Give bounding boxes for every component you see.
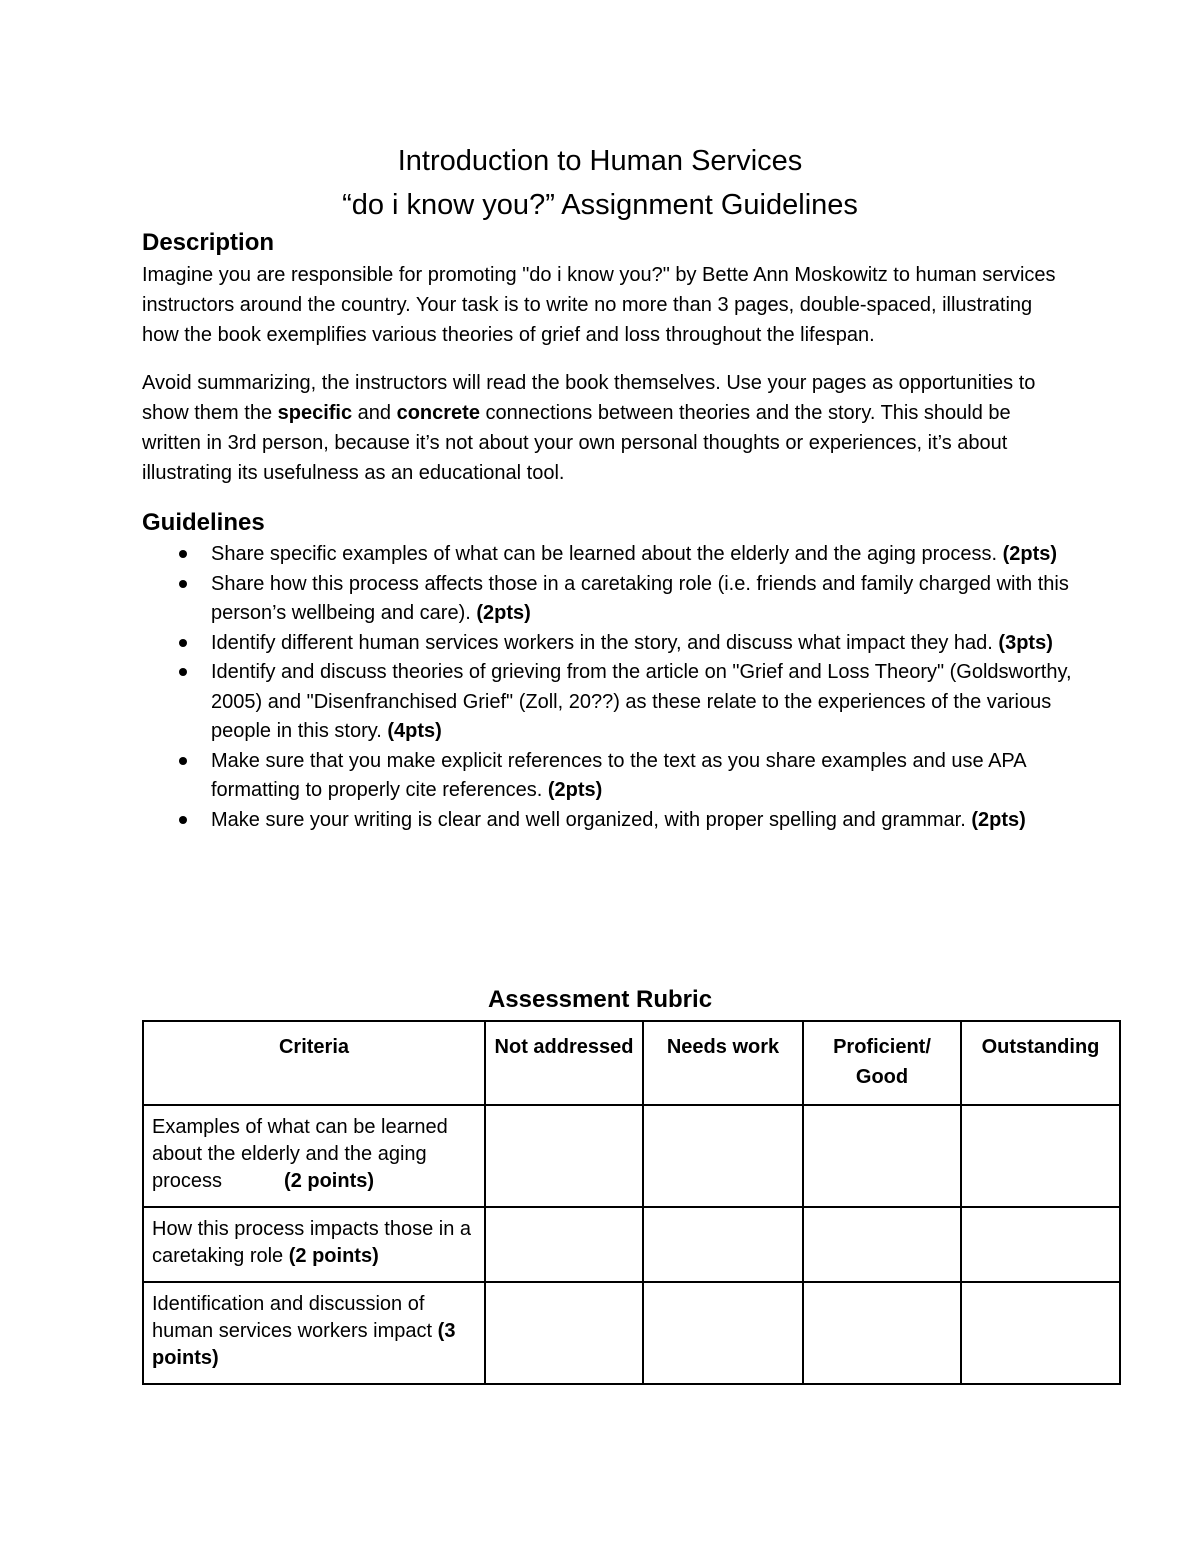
rating-cell: [961, 1207, 1120, 1282]
header-criteria: Criteria: [143, 1021, 485, 1105]
rating-cell: [485, 1282, 643, 1384]
guideline-item: [142, 540, 1072, 570]
guidelines-heading: Guidelines: [142, 509, 265, 536]
guideline-text: Make sure your writing is clear and well organized, with proper spelling and grammar.: [211, 808, 972, 831]
bullet-icon: [179, 639, 187, 647]
table-row: [143, 1207, 1120, 1282]
guideline-text: Identify and discuss theories of grieving from the article on "Grief and Loss Theory" (Goldsworthy, 2005) and "Disenfranchised Grief" (Zoll, 20??) as these relate to the experiences of the various people in this story.: [211, 661, 1072, 742]
guideline-points: (2pts): [1002, 543, 1058, 565]
criteria-points: (3 points): [152, 1320, 456, 1369]
table-row: [143, 1105, 1120, 1207]
guideline-text: Share specific examples of what can be learned about the elderly and the aging process.: [211, 543, 1003, 565]
para2-text-3: connections between theories and the story. This should be written in 3rd person, because it’s not about your own personal thoughts or experiences, it’s about illustrating its usefulness as an educational tool.: [142, 402, 1011, 484]
bullet-icon: [179, 550, 187, 558]
guideline-points: (2pts): [547, 779, 603, 801]
guideline-item: [142, 629, 1072, 659]
description-heading: Description: [142, 229, 275, 256]
guideline-item: [142, 806, 1072, 836]
guideline-text: Share how this process affects those in a caretaking role (i.e. friends and family charged with this person’s wellbeing and care).: [211, 572, 1069, 624]
guideline-points: (2pts): [971, 808, 1026, 831]
guideline-text: Identify different human services workers in the story, and discuss what impact they had.: [211, 631, 999, 654]
criteria-cell: [143, 1282, 485, 1384]
para2-text-1: Avoid summarizing, the instructors will read the book themselves. Use your pages as opportunities to show them the: [142, 372, 1036, 424]
rating-cell: [485, 1207, 643, 1282]
criteria-text: Identification and discussion of human services workers impact: [152, 1293, 438, 1342]
rating-cell: [643, 1282, 803, 1384]
rating-cell: [961, 1282, 1120, 1384]
criteria-cell: [143, 1207, 485, 1282]
criteria-cell: [143, 1105, 485, 1207]
guideline-item: [142, 747, 1072, 806]
bullet-icon: [179, 580, 187, 588]
para2-text-2: and: [352, 402, 397, 424]
guideline-points: (2pts): [476, 602, 531, 624]
guidelines-list: [142, 540, 1072, 835]
rating-cell: [803, 1207, 961, 1282]
title-block: [0, 139, 1200, 227]
page-subtitle: “do i know you?” Assignment Guidelines: [342, 189, 858, 221]
criteria-text: How this process impacts those in a caretaking role: [152, 1218, 472, 1267]
rubric-title: Assessment Rubric: [487, 986, 713, 1013]
criteria-points: (2 points): [284, 1170, 375, 1192]
header-proficient-good: Proficient/ Good: [803, 1021, 961, 1105]
rubric-header-row: [143, 1021, 1120, 1105]
rating-cell: [485, 1105, 643, 1207]
rating-cell: [803, 1105, 961, 1207]
para2-bold-concrete: concrete: [396, 402, 480, 424]
criteria-points: (2 points): [288, 1245, 379, 1267]
bullet-icon: [179, 668, 187, 676]
table-row: [143, 1282, 1120, 1384]
page-title: Introduction to Human Services: [397, 145, 803, 177]
guideline-item: [142, 570, 1072, 629]
header-needs-work: Needs work: [643, 1021, 803, 1105]
rating-cell: [643, 1207, 803, 1282]
header-outstanding: Outstanding: [961, 1021, 1120, 1105]
bullet-icon: [179, 816, 187, 824]
header-not-addressed: Not addressed: [485, 1021, 643, 1105]
para2-bold-specific: specific: [277, 402, 353, 424]
rating-cell: [643, 1105, 803, 1207]
rating-cell: [803, 1282, 961, 1384]
guideline-points: (3pts): [998, 631, 1053, 654]
rubric-table: [142, 1020, 1121, 1385]
guideline-text: Make sure that you make explicit references to the text as you share examples and use APA formatting to properly cite references.: [211, 749, 1026, 801]
bullet-icon: [179, 757, 187, 765]
guideline-item: [142, 658, 1072, 747]
criteria-text: Examples of what can be learned about the elderly and the aging process: [152, 1116, 448, 1192]
description-paragraph-1: Imagine you are responsible for promoting "do i know you?" by Bette Ann Moskowitz to human services instructors around the country. Your task is to write no more than 3 pages, double-spaced, illustrating how the book exemplifies various theories of grief and loss throughout the lifespan.: [142, 264, 1056, 346]
description-paragraph-2: [142, 368, 1072, 488]
main-content: [142, 226, 1072, 835]
guideline-points: (4pts): [387, 720, 442, 742]
rating-cell: [961, 1105, 1120, 1207]
